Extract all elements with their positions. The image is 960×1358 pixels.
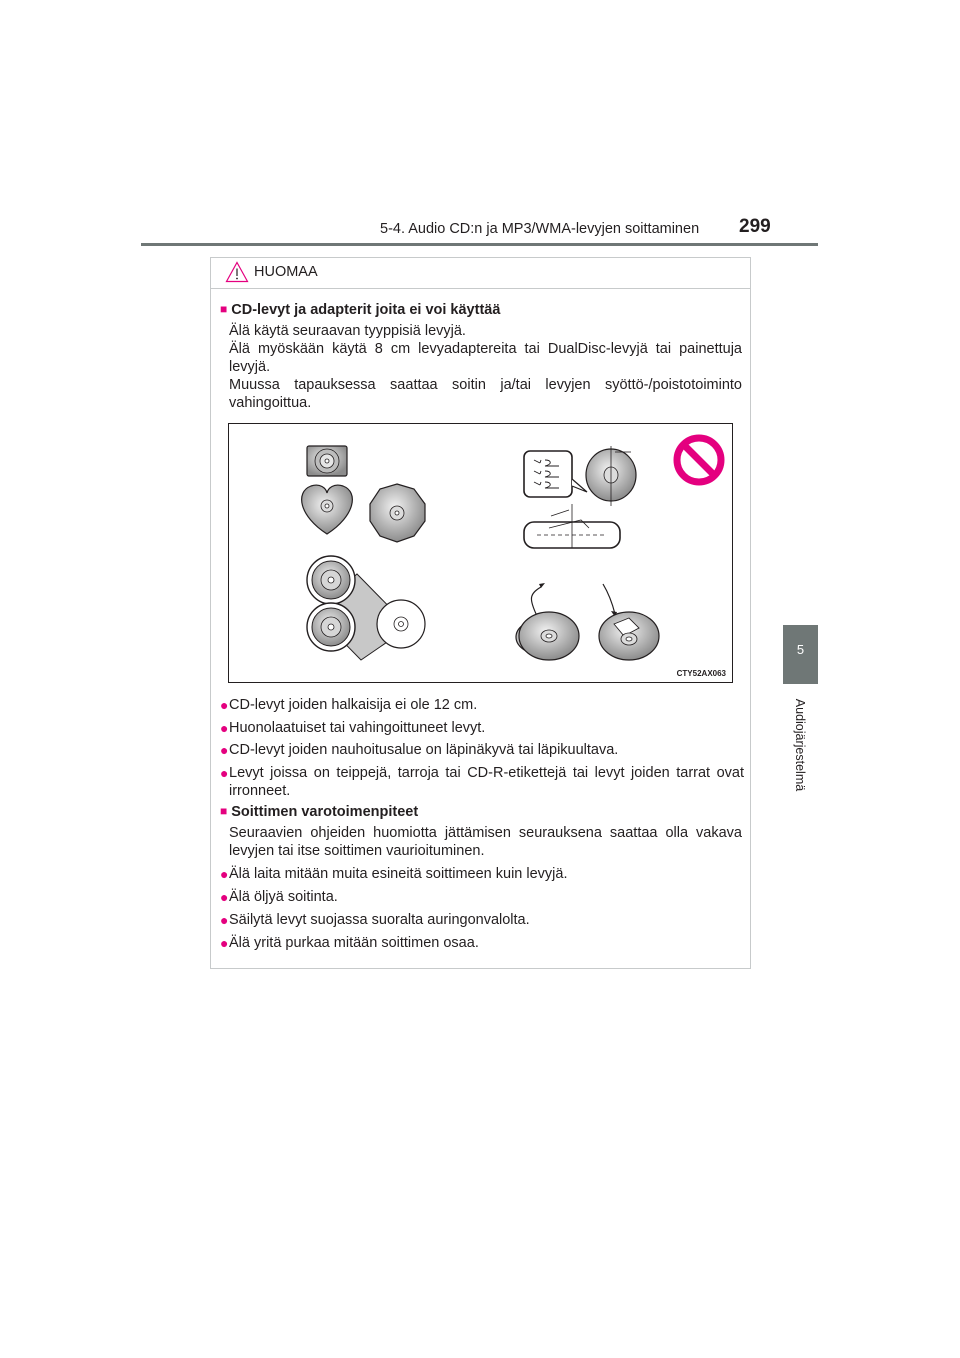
chapter-tab[interactable] (783, 625, 818, 684)
list-item (220, 741, 744, 759)
list-item-text: Älä öljyä soitinta. (229, 889, 338, 905)
unusable-discs-illustration (228, 423, 733, 683)
paragraph-line: Älä käytä seuraavan tyyppisiä levyjä. (229, 323, 466, 339)
discs-drawing (229, 424, 732, 682)
bullet-dot-icon: ● (220, 866, 229, 882)
bullet-dot-icon: ● (220, 697, 229, 713)
section-title-player-precautions (220, 804, 418, 820)
list-item (220, 911, 744, 929)
paragraph-line: Muussa tapauksessa saattaa soitin ja/tai levyjen syöttö-/poistotoiminto vahingoittua. (229, 377, 742, 411)
list-item (220, 888, 744, 906)
warning-triangle-icon (225, 261, 249, 288)
section-square-icon: ■ (220, 804, 228, 818)
list-item-text: Älä laita mitään muita esineitä soittimeen kuin levyjä. (229, 866, 568, 882)
bullet-dot-icon: ● (220, 935, 229, 951)
list-item (220, 719, 744, 737)
list-item-text: CD-levyt joiden nauhoitusalue on läpinäkyvä tai läpikuultava. (229, 742, 619, 758)
chapter-tab-label: Audiojärjestelmä (793, 698, 807, 792)
paragraph: Seuraavien ohjeiden huomiotta jättämisen seurauksena saattaa olla vakava levyjen tai itse soittimen vaurioituminen. (229, 825, 742, 859)
prohibition-icon (677, 438, 721, 482)
notice-header (211, 258, 750, 289)
notice-box (210, 257, 751, 969)
figure-code: CTY52AX063 (676, 669, 726, 678)
list-item-text: Levyt joissa on teippejä, tarroja tai CD-R-etikettejä tai levyt joiden tarrat ovat irronneet. (229, 765, 744, 799)
section-title-unusable-discs (220, 302, 500, 318)
bullet-dot-icon: ● (220, 912, 229, 928)
list-item-text: Älä yritä purkaa mitään soittimen osaa. (229, 935, 479, 951)
paragraph-line: Älä myöskään käytä 8 cm levyadaptereita tai DualDisc-levyjä tai painettuja levyjä. (229, 341, 742, 375)
polygon-disc (370, 484, 425, 542)
square-disc (307, 446, 347, 476)
bullet-dot-icon: ● (220, 765, 229, 781)
list-item-text: Säilytä levyt suojassa suoralta auringonvalolta. (229, 912, 530, 928)
list-item-text: Huonolaatuiset tai vahingoittuneet levyt. (229, 720, 486, 736)
list-item (220, 764, 744, 800)
page-number: 299 (739, 216, 771, 237)
section-square-icon: ■ (220, 302, 228, 316)
header-rule (141, 243, 818, 246)
bullet-dot-icon: ● (220, 720, 229, 736)
chapter-tab-number: 5 (796, 642, 805, 657)
warped-disc (524, 446, 636, 548)
list-item (220, 934, 744, 952)
peeling-label-discs (516, 583, 659, 660)
list-item-text: CD-levyt joiden halkaisija ei ole 12 cm. (229, 697, 478, 713)
list-item (220, 696, 744, 714)
notice-title: HUOMAA (254, 264, 318, 280)
running-header-title: 5-4. Audio CD:n ja MP3/WMA-levyjen soittaminen (380, 221, 700, 237)
bullet-dot-icon: ● (220, 889, 229, 905)
heart-disc (302, 485, 353, 534)
section-title-text: CD-levyt ja adapterit joita ei voi käyttää (231, 302, 501, 318)
section-title-text: Soittimen varotoimenpiteet (231, 804, 419, 820)
adapter-disc-group (307, 556, 425, 660)
bullet-dot-icon: ● (220, 742, 229, 758)
list-item (220, 865, 744, 883)
